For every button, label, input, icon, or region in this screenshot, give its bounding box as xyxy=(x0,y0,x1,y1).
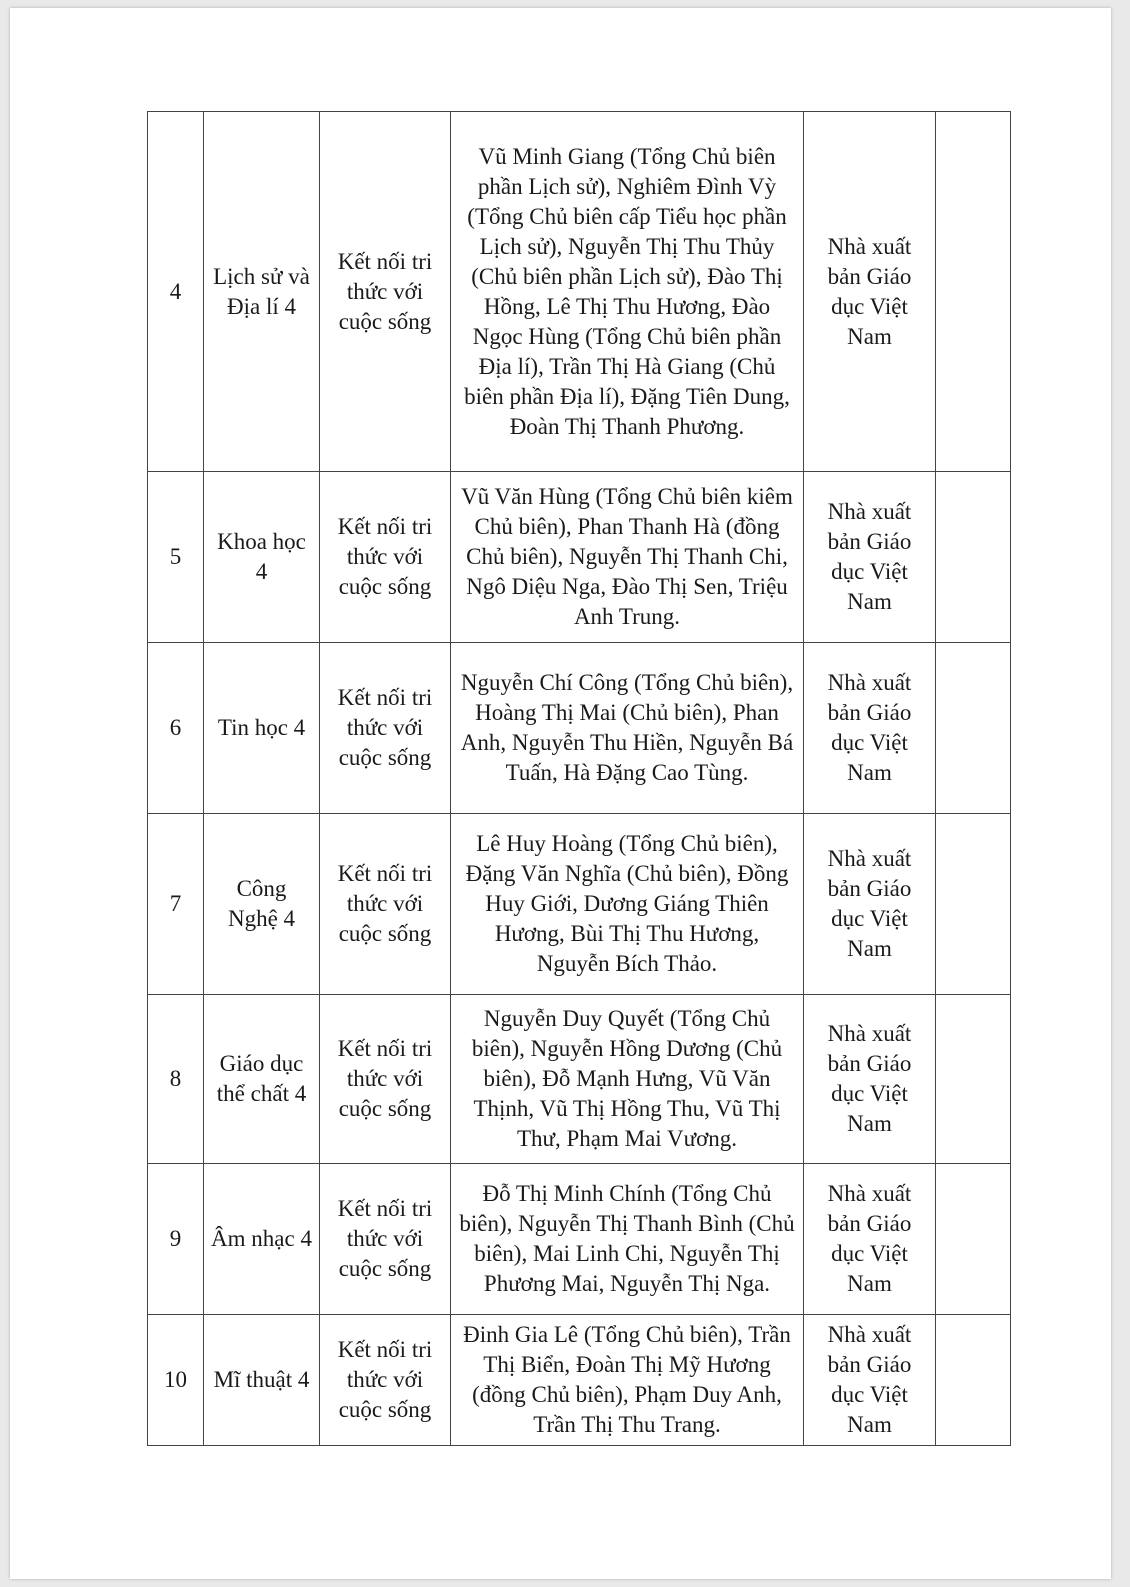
document-page xyxy=(10,8,1111,1579)
book-series: Kết nối tri thức với cuộc sống xyxy=(320,1164,451,1315)
row-number: 4 xyxy=(148,112,204,472)
table-row xyxy=(148,1315,1011,1446)
book-authors: Lê Huy Hoàng (Tổng Chủ biên), Đặng Văn Nghĩa (Chủ biên), Đồng Huy Giới, Dương Giáng Thiên Hương, Bùi Thị Thu Hương, Nguyễn Bích Thảo. xyxy=(451,814,804,995)
table-row xyxy=(148,1164,1011,1315)
note-cell xyxy=(936,472,1011,643)
note-cell xyxy=(936,1164,1011,1315)
book-authors: Đỗ Thị Minh Chính (Tổng Chủ biên), Nguyễn Thị Thanh Bình (Chủ biên), Mai Linh Chi, Nguyễn Thị Phương Mai, Nguyễn Thị Nga. xyxy=(451,1164,804,1315)
textbook-table xyxy=(147,111,1011,1446)
book-title: Lịch sử và Địa lí 4 xyxy=(204,112,320,472)
book-series: Kết nối tri thức với cuộc sống xyxy=(320,1315,451,1446)
row-number: 9 xyxy=(148,1164,204,1315)
book-title: Công Nghệ 4 xyxy=(204,814,320,995)
book-authors: Vũ Văn Hùng (Tổng Chủ biên kiêm Chủ biên), Phan Thanh Hà (đồng Chủ biên), Nguyễn Thị Thanh Chi, Ngô Diệu Nga, Đào Thị Sen, Triệu Anh Trung. xyxy=(451,472,804,643)
row-number: 8 xyxy=(148,995,204,1164)
book-title: Mĩ thuật 4 xyxy=(204,1315,320,1446)
book-title: Tin học 4 xyxy=(204,643,320,814)
book-authors: Nguyễn Duy Quyết (Tổng Chủ biên), Nguyễn Hồng Dương (Chủ biên), Đỗ Mạnh Hưng, Vũ Văn Thịnh, Vũ Thị Hồng Thu, Vũ Thị Thư, Phạm Mai Vương. xyxy=(451,995,804,1164)
book-publisher: Nhà xuất bản Giáo dục Việt Nam xyxy=(804,643,936,814)
book-publisher: Nhà xuất bản Giáo dục Việt Nam xyxy=(804,112,936,472)
book-publisher: Nhà xuất bản Giáo dục Việt Nam xyxy=(804,1164,936,1315)
book-publisher: Nhà xuất bản Giáo dục Việt Nam xyxy=(804,1315,936,1446)
row-number: 6 xyxy=(148,643,204,814)
note-cell xyxy=(936,1315,1011,1446)
book-authors: Vũ Minh Giang (Tổng Chủ biên phần Lịch sử), Nghiêm Đình Vỳ (Tổng Chủ biên cấp Tiểu học phần Lịch sử), Nguyễn Thị Thu Thủy (Chủ biên phần Lịch sử), Đào Thị Hồng, Lê Thị Thu Hương, Đào Ngọc Hùng (Tổng Chủ biên phần Địa lí), Trần Thị Hà Giang (Chủ biên phần Địa lí), Đặng Tiên Dung, Đoàn Thị Thanh Phương. xyxy=(451,112,804,472)
table-row xyxy=(148,995,1011,1164)
book-series: Kết nối tri thức với cuộc sống xyxy=(320,472,451,643)
table-row xyxy=(148,112,1011,472)
book-authors: Đinh Gia Lê (Tổng Chủ biên), Trần Thị Biển, Đoàn Thị Mỹ Hương (đồng Chủ biên), Phạm Duy Anh, Trần Thị Thu Trang. xyxy=(451,1315,804,1446)
note-cell xyxy=(936,995,1011,1164)
book-series: Kết nối tri thức với cuộc sống xyxy=(320,995,451,1164)
row-number: 7 xyxy=(148,814,204,995)
book-series: Kết nối tri thức với cuộc sống xyxy=(320,112,451,472)
note-cell xyxy=(936,112,1011,472)
row-number: 5 xyxy=(148,472,204,643)
note-cell xyxy=(936,643,1011,814)
book-publisher: Nhà xuất bản Giáo dục Việt Nam xyxy=(804,472,936,643)
table-row xyxy=(148,472,1011,643)
table-row xyxy=(148,814,1011,995)
note-cell xyxy=(936,814,1011,995)
book-series: Kết nối tri thức với cuộc sống xyxy=(320,643,451,814)
book-title: Giáo dục thể chất 4 xyxy=(204,995,320,1164)
table-row xyxy=(148,643,1011,814)
row-number: 10 xyxy=(148,1315,204,1446)
book-title: Khoa học 4 xyxy=(204,472,320,643)
book-authors: Nguyễn Chí Công (Tổng Chủ biên), Hoàng Thị Mai (Chủ biên), Phan Anh, Nguyễn Thu Hiền, Nguyễn Bá Tuấn, Hà Đặng Cao Tùng. xyxy=(451,643,804,814)
book-publisher: Nhà xuất bản Giáo dục Việt Nam xyxy=(804,995,936,1164)
book-publisher: Nhà xuất bản Giáo dục Việt Nam xyxy=(804,814,936,995)
book-title: Âm nhạc 4 xyxy=(204,1164,320,1315)
book-series: Kết nối tri thức với cuộc sống xyxy=(320,814,451,995)
